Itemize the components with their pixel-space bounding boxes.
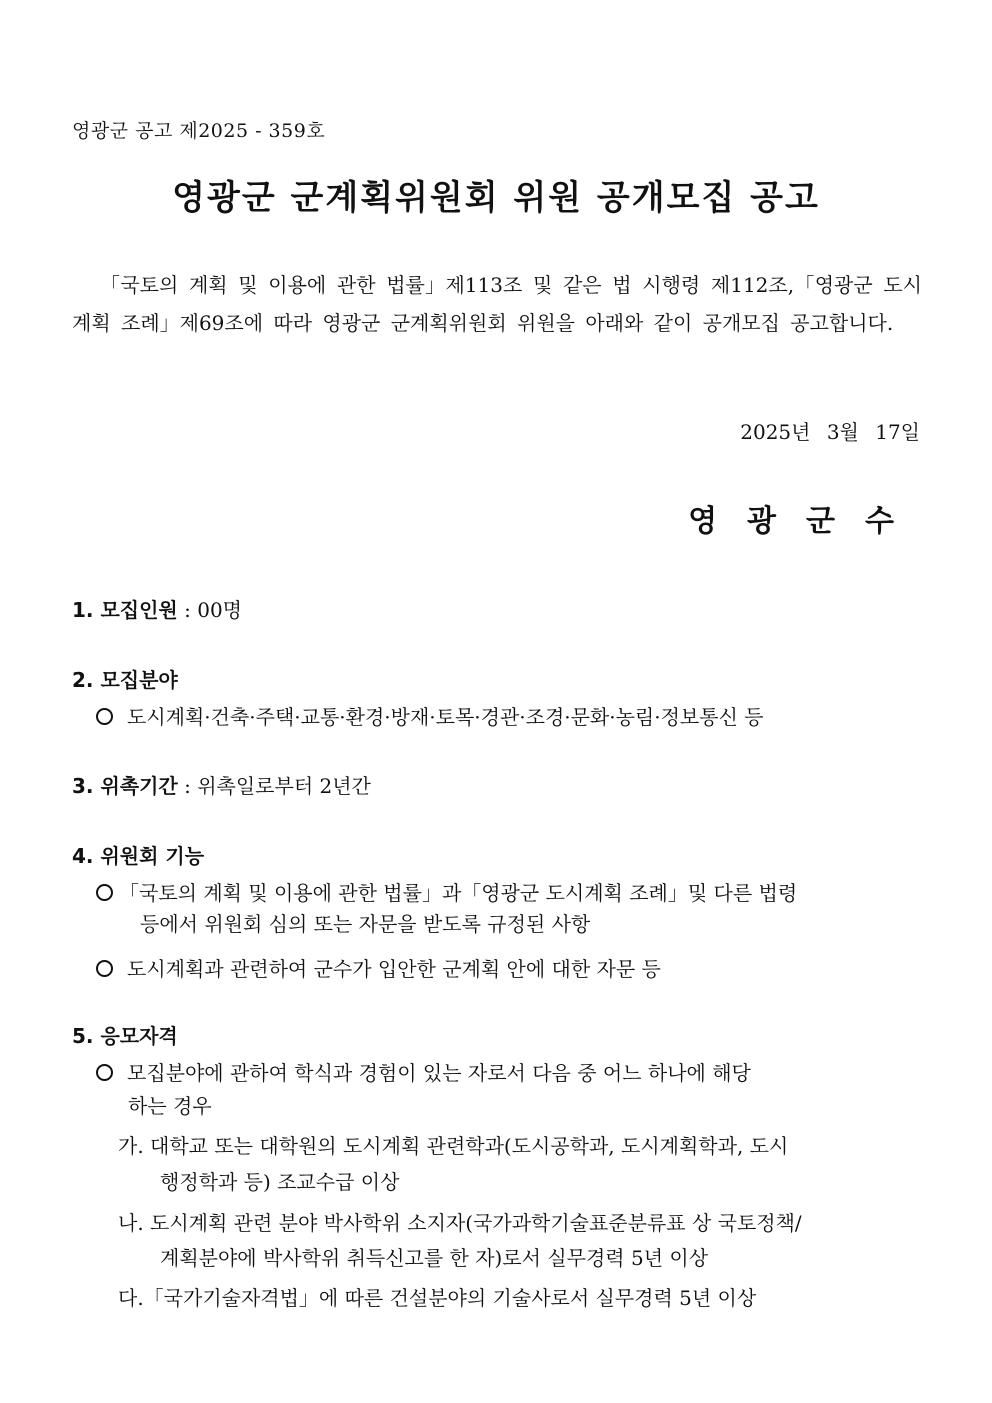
notice-date: 2025년 3월 17일 — [740, 420, 920, 444]
list-item-text: 도시계획·건축·주택·교통·환경·방재·토목·경관·조경·문화·농림·정보통신 등 — [127, 705, 764, 729]
section-term — [72, 770, 371, 799]
list-item — [96, 1057, 751, 1086]
section-recruit-count — [72, 594, 242, 623]
section-recruit-field — [72, 664, 178, 693]
circle-bullet-icon — [96, 884, 113, 901]
circle-bullet-icon — [96, 1064, 113, 1081]
circle-bullet-icon — [96, 708, 113, 725]
section-heading: 3. 위촉기간 — [72, 774, 178, 798]
sub-item-na-continuation: 계획분야에 박사학위 취득신고를 한 자)로서 실무경력 5년 이상 — [160, 1246, 709, 1270]
page-title: 영광군 군계획위원회 위원 공개모집 공고 — [172, 178, 820, 218]
intro-paragraph: 「국토의 계획 및 이용에 관한 법률」제113조 및 같은 법 시행령 제112조,「영광군 도시계획 조례」제69조에 따라 영광군 군계획위원회 위원을 아래와 같이 공개모집 공고합니다. — [72, 273, 922, 335]
sub-item-da: 다.「국가기술자격법」에 따른 건설분야의 기술사로서 실무경력 5년 이상 — [118, 1286, 757, 1310]
section-text: : 위촉일로부터 2년간 — [184, 774, 371, 798]
section-committee-function — [72, 840, 204, 869]
list-item — [96, 953, 661, 982]
list-item-text: 모집분야에 관하여 학식과 경험이 있는 자로서 다음 중 어느 하나에 해당 — [127, 1061, 751, 1085]
list-item-continuation: 하는 경우 — [128, 1094, 212, 1118]
sub-item-na: 나. 도시계획 관련 분야 박사학위 소지자(국가과학기술표준분류표 상 국토정책/ — [118, 1211, 802, 1235]
section-heading: 2. 모집분야 — [72, 668, 178, 692]
sub-item-ga: 가. 대학교 또는 대학원의 도시계획 관련학과(도시공학과, 도시계획학과, 도시 — [118, 1134, 789, 1158]
section-heading: 1. 모집인원 — [72, 598, 178, 622]
section-heading: 4. 위원회 기능 — [72, 844, 205, 868]
list-item-text: 도시계획과 관련하여 군수가 입안한 군계획 안에 대한 자문 등 — [127, 957, 661, 981]
list-item-text: 「국토의 계획 및 이용에 관한 법률」과「영광군 도시계획 조례」및 다른 법령 — [119, 881, 798, 905]
list-item-continuation: 등에서 위원회 심의 또는 자문을 받도록 규정된 사항 — [140, 912, 591, 936]
list-item — [96, 701, 764, 730]
section-eligibility — [72, 1020, 178, 1049]
list-item — [96, 877, 797, 906]
sub-item-ga-continuation: 행정학과 등) 조교수급 이상 — [160, 1170, 400, 1194]
circle-bullet-icon — [96, 960, 113, 977]
section-heading: 5. 응모자격 — [72, 1024, 178, 1048]
signer-name: 영광군수 — [688, 504, 924, 539]
notice-number: 영광군 공고 제2025 - 359호 — [72, 120, 326, 142]
section-text: : 00명 — [184, 598, 242, 622]
